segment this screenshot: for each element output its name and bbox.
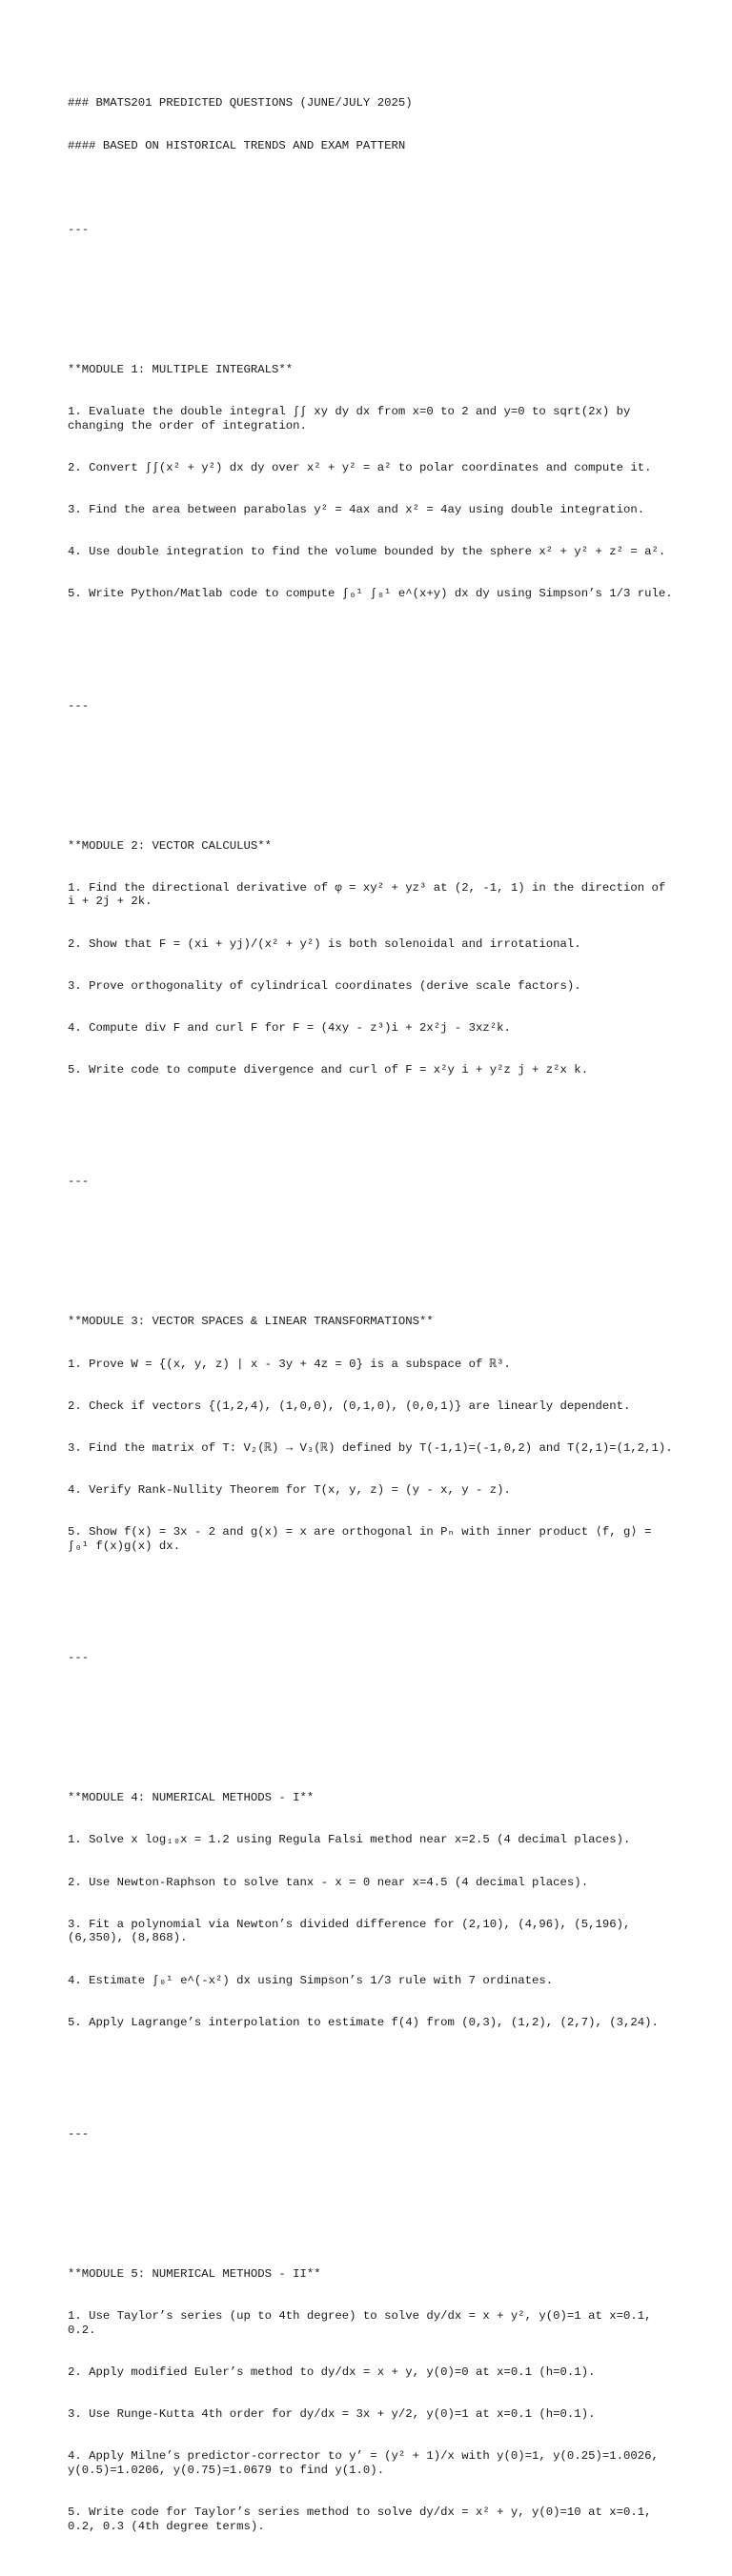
question-item: 3. Fit a polynomial via Newton’s divided difference for (2,10), (4,96), (5,196), (6,350), (8,868). xyxy=(68,1917,638,1945)
module-heading: **MODULE 4: NUMERICAL METHODS - I** xyxy=(68,1791,315,1805)
question-item: 3. Use Runge-Kutta 4th order for dy/dx = 3x + y/2, y(0)=1 at x=0.1 (h=0.1). xyxy=(68,2407,596,2422)
module-3-section xyxy=(68,1287,678,1581)
question-item: 4. Compute div F and curl F for F = (4xy - z³)i + 2x²j - 3xz²k. xyxy=(68,1020,511,1035)
module-heading: **MODULE 1: MULTIPLE INTEGRALS** xyxy=(68,362,294,376)
blank-line xyxy=(68,1609,678,1623)
question-item: 2. Show that F = (xi + yj)/(x² + y²) is both solenoidal and irrotational. xyxy=(68,936,581,951)
question-item: 4. Apply Milne’s predictor-corrector to y’ = (y² + 1)/x with y(0)=1, y(0.25)=1.0026, y(0.5)=1.0206, y(0.75)=1.0679 to find y(1.0). xyxy=(68,2449,666,2478)
question-item: 3. Prove orthogonality of cylindrical coordinates (derive scale factors). xyxy=(68,978,581,993)
module-5-section xyxy=(68,2240,678,2562)
separator: --- xyxy=(68,222,90,236)
module-heading: **MODULE 5: NUMERICAL METHODS - II** xyxy=(68,2267,321,2282)
module-1-section xyxy=(68,334,678,629)
question-item: 2. Apply modified Euler’s method to dy/dx = x + y, y(0)=0 at x=0.1 (h=0.1). xyxy=(68,2365,596,2380)
blank-line xyxy=(68,741,678,755)
question-item: 5. Apply Lagrange’s interpolation to estimate f(4) from (0,3), (1,2), (2,7), (3,24). xyxy=(68,2015,659,2029)
question-item: 4. Estimate ∫₀¹ e^(-x²) dx using Simpson’s 1/3 rule with 7 ordinates. xyxy=(68,1973,554,1987)
question-item: 4. Use double integration to find the volume bounded by the sphere x² + y² + z² = a². xyxy=(68,544,666,558)
module-2-section xyxy=(68,811,678,1105)
question-item: 1. Use Taylor’s series (up to 4th degree) to solve dy/dx = x + y², y(0)=1 at x=0.1, 0.2. xyxy=(68,2309,659,2338)
separator: --- xyxy=(68,2127,90,2142)
question-item: 5. Show f(x) = 3x - 2 and g(x) = x are orthogonal in Pₙ with inner product ⟨f, g⟩ = ∫₀¹ f(x)g(x) dx. xyxy=(68,1525,659,1553)
blank-line xyxy=(68,1693,678,1707)
blank-line xyxy=(68,1133,678,1147)
question-item: 1. Find the directional derivative of φ = xy² + yz³ at (2, -1, 1) in the direction of i + 2j + 2k. xyxy=(68,880,673,909)
question-item: 1. Solve x log₁₀x = 1.2 using Regula Falsi method near x=2.5 (4 decimal places). xyxy=(68,1833,631,1847)
question-item: 4. Verify Rank-Nullity Theorem for T(x, y, z) = (y - x, y - z). xyxy=(68,1482,511,1497)
document-page xyxy=(68,69,678,2576)
module-heading: **MODULE 3: VECTOR SPACES & LINEAR TRANSFORMATIONS** xyxy=(68,1315,434,1329)
document-subtitle: #### BASED ON HISTORICAL TRENDS AND EXAM PATTERN xyxy=(68,138,406,152)
question-item: 1. Evaluate the double integral ∫∫ xy dy dx from x=0 to 2 and y=0 to sqrt(2x) by changing the order of integration. xyxy=(68,404,638,433)
separator: --- xyxy=(68,1175,90,1189)
blank-line xyxy=(68,2085,678,2100)
blank-line xyxy=(68,181,678,195)
blank-line xyxy=(68,2169,678,2184)
question-item: 2. Convert ∫∫(x² + y²) dx dy over x² + y² = a² to polar coordinates and compute it. xyxy=(68,460,652,474)
question-item: 2. Use Newton-Raphson to solve tanx - x = 0 near x=4.5 (4 decimal places). xyxy=(68,1875,589,1889)
question-item: 5. Write Python/Matlab code to compute ∫₀¹ ∫₀¹ e^(x+y) dx dy using Simpson’s 1/3 rule. xyxy=(68,586,673,600)
separator: --- xyxy=(68,698,90,713)
question-item: 5. Write code to compute divergence and curl of F = x²y i + y²z j + z²x k. xyxy=(68,1062,589,1077)
module-4-section xyxy=(68,1763,678,2058)
blank-line xyxy=(68,657,678,672)
question-item: 1. Prove W = {(x, y, z) | x - 3y + 4z = 0} is a subspace of ℝ³. xyxy=(68,1357,511,1371)
separator: --- xyxy=(68,1651,90,1665)
document-title: ### BMATS201 PREDICTED QUESTIONS (JUNE/JULY 2025) xyxy=(68,96,413,111)
question-item: 2. Check if vectors {(1,2,4), (1,0,0), (0,1,0), (0,0,1)} are linearly dependent. xyxy=(68,1399,631,1413)
question-item: 3. Find the matrix of T: V₂(ℝ) → V₃(ℝ) defined by T(-1,1)=(-1,0,2) and T(2,1)=(1,2,1). xyxy=(68,1440,673,1455)
blank-line xyxy=(68,1218,678,1232)
blank-line xyxy=(68,265,678,279)
question-item: 3. Find the area between parabolas y² = 4ax and x² = 4ay using double integration. xyxy=(68,502,645,516)
module-heading: **MODULE 2: VECTOR CALCULUS** xyxy=(68,838,273,853)
question-item: 5. Write code for Taylor’s series method to solve dy/dx = x² + y, y(0)=10 at x=0.1, 0.2, 0.3 (4th degree terms). xyxy=(68,2506,659,2533)
